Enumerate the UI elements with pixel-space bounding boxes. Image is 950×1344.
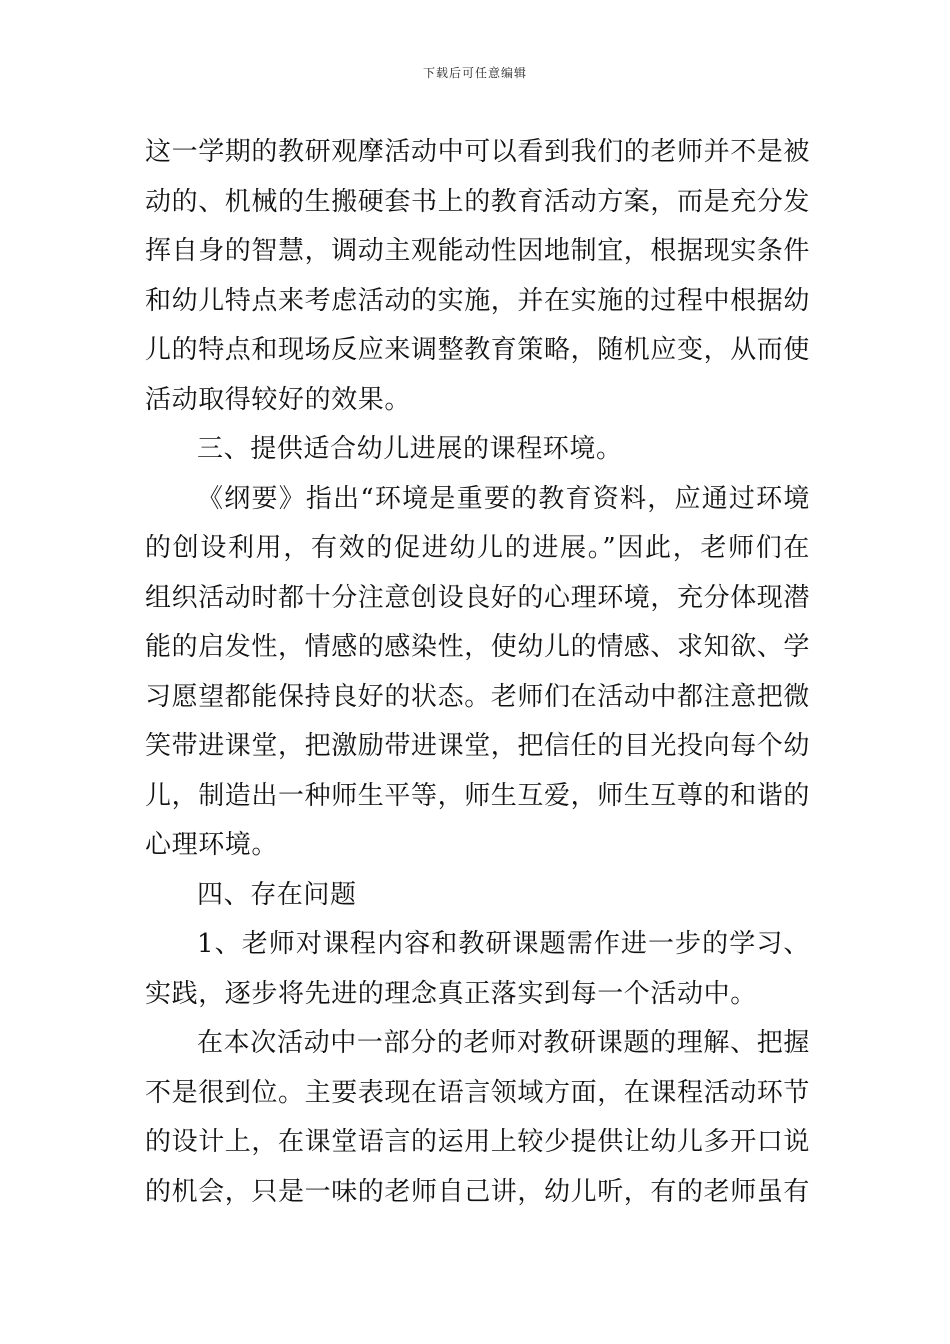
paragraph-observation: 这一学期的教研观摩活动中可以看到我们的老师并不是被动的、机械的生搬硬套书上的教育活动方案，而是充分发挥自身的智慧，调动主观能动性因地制宜，根据现实条件和幼儿特点来考虑活动的实施，并在实施的过程中根据幼儿的特点和现场反应来调整教育策略，随机应变，从而使活动取得较好的效果。	[145, 137, 811, 415]
paragraph-problem-1: 1、老师对课程内容和教研课题需作进一步的学习、实践，逐步将先进的理念真正落实到每一个活动中。	[145, 929, 810, 1009]
paragraph-problem-detail: 在本次活动中一部分的老师对教研课题的理解、把握不是很到位。主要表现在语言领域方面，在课程活动环节的设计上，在课堂语言的运用上较少提供让幼儿多开口说的机会，只是一味的老师自己讲，幼儿听，有的老师虽有	[145, 1028, 811, 1207]
section-heading-problems: 四、存在问题	[197, 879, 357, 910]
section-heading-environment: 三、提供适合幼儿进展的课程环境。	[197, 434, 623, 464]
document-body	[145, 128, 810, 1217]
page-header: 下载后可任意编辑	[422, 66, 527, 80]
paragraph-environment: 《纲要》指出“环境是重要的教育资料，应通过环境的创设利用，有效的促进幼儿的进展。”因此，老师们在组织活动时都十分注意创设良好的心理环境，充分体现潜能的启发性，情感的感染性，使幼儿的情感、求知欲、学习愿望都能保持良好的状态。老师们在活动中都注意把微笑带进课堂，把激励带进课堂，把信任的目光投向每个幼儿，制造出一种师生平等，师生互爱，师生互尊的和谐的心理环境。	[145, 483, 811, 860]
